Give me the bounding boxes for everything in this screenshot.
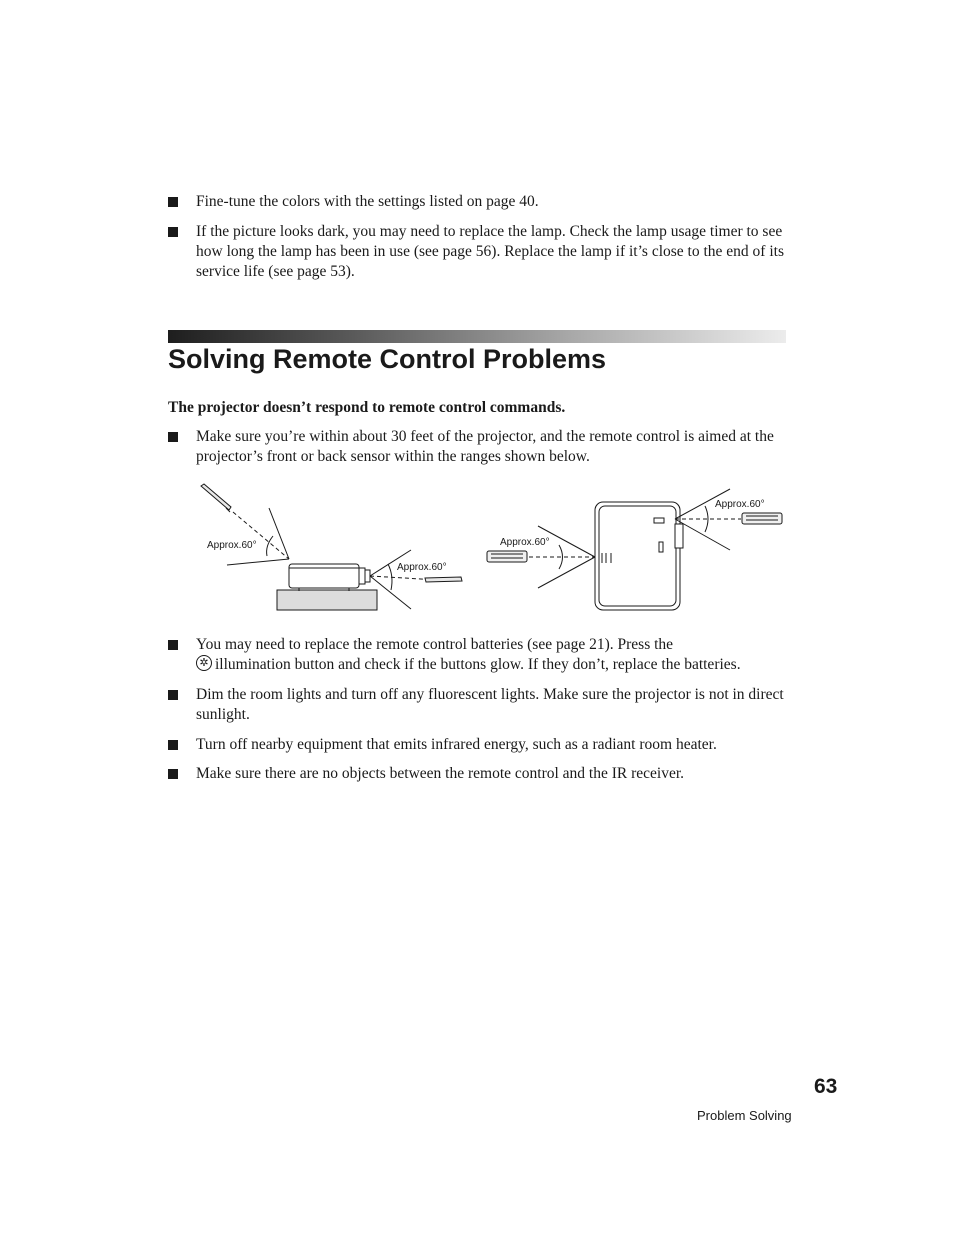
list-item: Dim the room lights and turn off any fluorescent lights. Make sure the projector is not in direct sunlight. [168, 685, 788, 725]
bullet-text: illumination button and check if the buttons glow. If they don’t, replace the batteries. [215, 656, 741, 673]
remote-control-icon [487, 551, 527, 562]
list-item [168, 635, 788, 675]
list-item: Make sure you’re within about 30 feet of the projector, and the remote control is aimed at the projector’s front or back sensor within the ranges shown below. [168, 427, 788, 467]
remote-control-icon [425, 577, 462, 582]
list-item: Fine-tune the colors with the settings listed on page 40. [168, 192, 788, 212]
bullet-text: You may need to replace the remote control batteries (see page 21). Press the [196, 636, 674, 653]
footer-section-label: Problem Solving [697, 1108, 792, 1123]
square-bullet-icon [168, 740, 178, 750]
square-bullet-icon [168, 769, 178, 779]
section-title: Solving Remote Control Problems [168, 344, 607, 374]
remote-control-icon [201, 484, 231, 512]
square-bullet-icon [168, 227, 178, 237]
angle-label: Approx.60° [207, 540, 257, 551]
list-item: Turn off nearby equipment that emits infrared energy, such as a radiant room heater. [168, 735, 788, 755]
square-bullet-icon [168, 432, 178, 442]
angle-label: Approx.60° [500, 537, 550, 548]
projector-top-icon [595, 502, 683, 610]
list-item: Make sure there are no objects between the remote control and the IR receiver. [168, 764, 788, 784]
square-bullet-icon [168, 640, 178, 650]
angle-label: Approx.60° [715, 499, 765, 510]
square-bullet-icon [168, 690, 178, 700]
section-subhead: The projector doesn’t respond to remote control commands. [168, 399, 566, 416]
projector-side-icon [277, 564, 377, 610]
list-item: If the picture looks dark, you may need to replace the lamp. Check the lamp usage timer to see how long the lamp has been in use (see page 56). Replace the lamp if it’s close to the end of its service life (see page 53). [168, 222, 788, 282]
square-bullet-icon [168, 197, 178, 207]
remote-range-diagram [195, 480, 795, 614]
angle-label: Approx.60° [397, 562, 447, 573]
remote-control-icon [742, 513, 782, 524]
page-number: 63 [814, 1075, 838, 1098]
illumination-button-icon [196, 655, 212, 671]
